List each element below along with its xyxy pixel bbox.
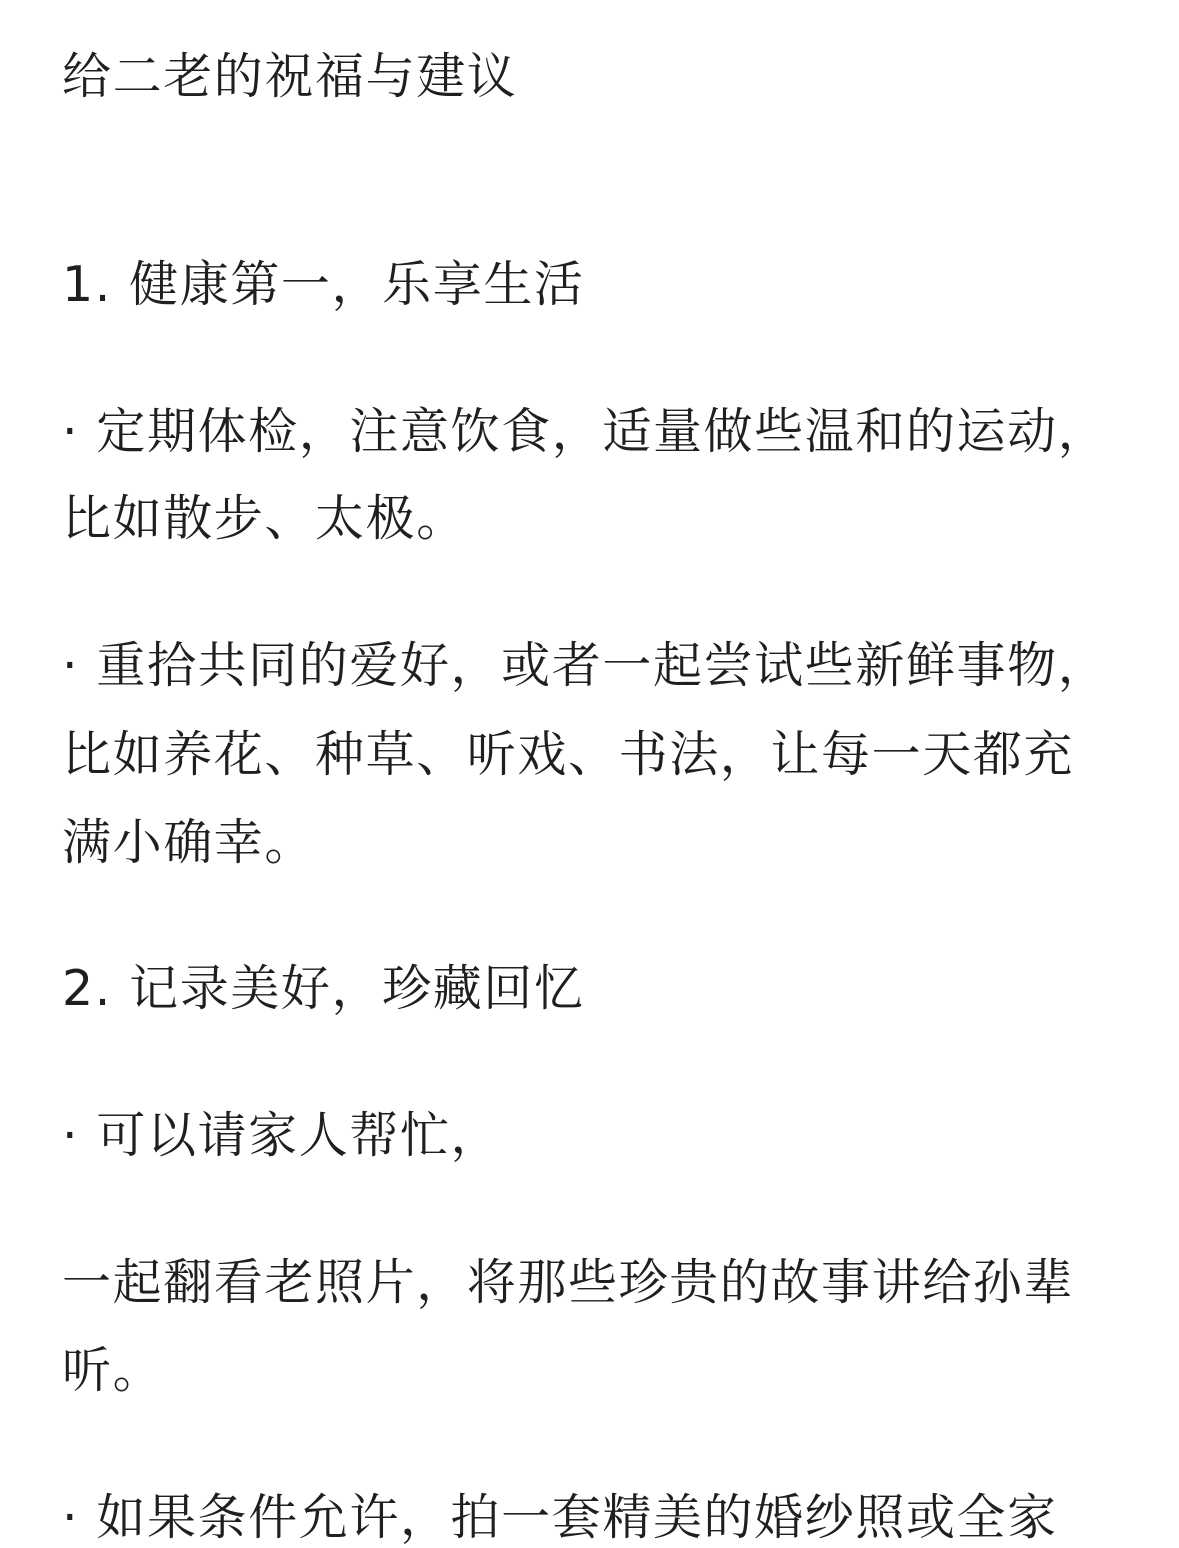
list-item-text: 满小确幸。: [62, 814, 316, 871]
list-item-text: · 定期体检，注意饮食，适量做些温和的运动，: [62, 403, 1109, 460]
list-item-text: · 如果条件允许，拍一套精美的婚纱照或全家: [62, 1489, 1058, 1546]
list-item-text: · 重拾共同的爱好，或者一起尝试些新鲜事物，: [62, 637, 1109, 694]
list-item-text: · 可以请家人帮忙，: [62, 1107, 502, 1164]
section-heading-health: 1. 健康第一，乐享生活: [62, 256, 585, 313]
section-heading-memories: 2. 记录美好，珍藏回忆: [62, 960, 585, 1017]
list-item-text: 比如养花、种草、听戏、书法，让每一天都充: [62, 726, 1075, 783]
article-title: 给二老的祝福与建议: [62, 48, 518, 105]
list-item-text: 比如散步、太极。: [62, 490, 467, 547]
paragraph-text: 听。: [62, 1342, 164, 1399]
paragraph-text: 一起翻看老照片，将那些珍贵的故事讲给孙辈: [62, 1254, 1075, 1311]
